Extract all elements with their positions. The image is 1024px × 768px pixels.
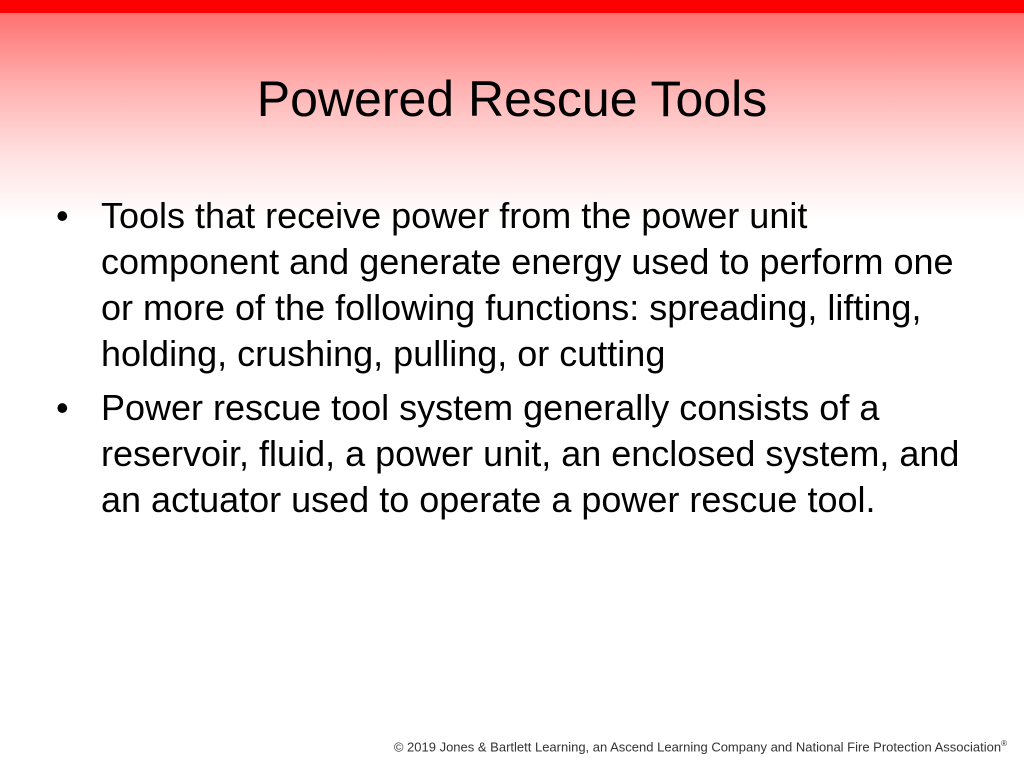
copyright-text: © 2019 Jones & Bartlett Learning, an Ascend Learning Company and National Fire Protection Association bbox=[393, 739, 1002, 755]
bullet-dot-icon: • bbox=[56, 387, 69, 428]
slide-title: Powered Rescue Tools bbox=[256, 71, 768, 127]
copyright-footer bbox=[394, 735, 1007, 756]
bullet-text: Tools that receive power from the power unit component and generate energy used to perform one or more of the following functions: spreading, lifting, holding, crushing, pulling, or cutting bbox=[101, 195, 954, 374]
bullet-item bbox=[56, 193, 976, 377]
bullet-dot-icon: • bbox=[56, 195, 69, 236]
bullet-list bbox=[56, 193, 976, 523]
top-accent-bar bbox=[0, 0, 1024, 13]
bullet-item bbox=[56, 385, 976, 523]
registered-mark: ® bbox=[1001, 739, 1007, 748]
bullet-text: Power rescue tool system generally consists of a reservoir, fluid, a power unit, an enclosed system, and an actuator used to operate a power rescue tool. bbox=[101, 387, 960, 520]
